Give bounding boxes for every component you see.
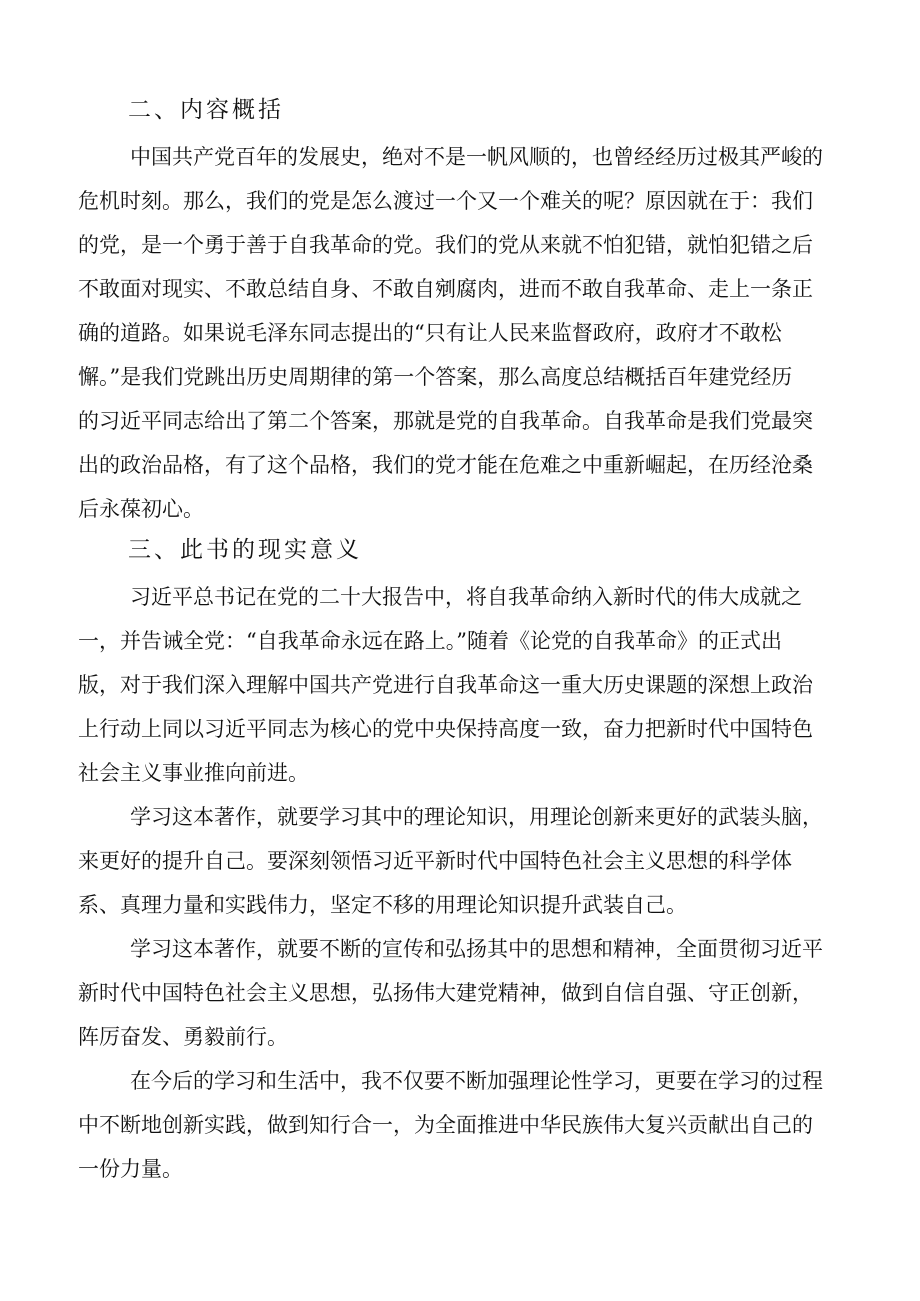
paragraph-line: 一，并告诫全党：“自我革命永远在路上。”随着《论党的自我革命》的正式出 bbox=[78, 629, 782, 653]
paragraph-line: 不敢面对现实、不敢总结自身、不敢自剜腐肉，进而不敢自我革命、走上一条正 bbox=[78, 277, 813, 301]
paragraph-study-theory bbox=[78, 795, 848, 927]
paragraph-line: 的党，是一个勇于善于自我革命的党。我们的党从来就不怕犯错，就怕犯错之后 bbox=[78, 233, 813, 257]
paragraph-line: 阵厉奋发、勇毅前行。 bbox=[78, 1025, 288, 1049]
paragraph-line: 习近平总书记在党的二十大报告中，将自我革命纳入新时代的伟大成就之 bbox=[130, 585, 802, 609]
paragraph-line: 系、真理力量和实践伟力，坚定不移的用理论知识提升武装自己。 bbox=[78, 893, 687, 917]
paragraph-line: 后永葆初心。 bbox=[78, 497, 204, 521]
paragraph-line: 在今后的学习和生活中，我不仅要不断加强理论性学习，更要在学习的过程 bbox=[130, 1069, 823, 1093]
paragraph-line: 上行动上同以习近平同志为核心的党中央保持高度一致，奋力把新时代中国特色 bbox=[78, 717, 813, 741]
paragraph-line: 来更好的提升自己。要深刻领悟习近平新时代中国特色社会主义思想的科学体 bbox=[78, 849, 792, 873]
paragraph-line: 中国共产党百年的发展史，绝对不是一帆风顺的，也曾经经历过极其严峻的 bbox=[130, 145, 823, 169]
paragraph-line: 出的政治品格，有了这个品格，我们的党才能在危难之中重新崛起，在历经沧桑 bbox=[78, 453, 813, 477]
paragraph-line: 中不断地创新实践，做到知行合一，为全面推进中华民族伟大复兴贡献出自己的 bbox=[78, 1113, 813, 1137]
paragraph-line: 新时代中国特色社会主义思想，弘扬伟大建党精神，做到自信自强、守正创新， bbox=[78, 981, 813, 1005]
paragraph-line: 学习这本著作，就要不断的宣传和弘扬其中的思想和精神，全面贯彻习近平 bbox=[130, 937, 823, 961]
paragraph-line: 的习近平同志给出了第二个答案，那就是党的自我革命。自我革命是我们党最突 bbox=[78, 409, 813, 433]
paragraph-study-spirit bbox=[78, 927, 848, 1059]
paragraph-twentieth-congress bbox=[78, 575, 848, 795]
paragraph-line: 危机时刻。那么，我们的党是怎么渡过一个又一个难关的呢？原因就在于：我们 bbox=[78, 189, 813, 213]
paragraph-future-study bbox=[78, 1059, 848, 1191]
paragraph-line: 懈。”是我们党跳出历史周期律的第一个答案，那么高度总结概括百年建党经历 bbox=[78, 365, 793, 389]
section-heading-practical-significance: 三、此书的现实意义 bbox=[128, 537, 362, 563]
section-heading-content-summary: 二、内容概括 bbox=[128, 97, 284, 123]
paragraph-party-history bbox=[78, 135, 848, 531]
paragraph-line: 确的道路。如果说毛泽东同志提出的“只有让人民来监督政府，政府才不敢松 bbox=[78, 321, 782, 345]
paragraph-line: 学习这本著作，就要学习其中的理论知识，用理论创新来更好的武装头脑， bbox=[130, 805, 823, 829]
paragraph-line: 版，对于我们深入理解中国共产党进行自我革命这一重大历史课题的深想上政治 bbox=[78, 673, 813, 697]
paragraph-line: 社会主义事业推向前进。 bbox=[78, 761, 309, 785]
paragraph-line: 一份力量。 bbox=[78, 1157, 183, 1181]
